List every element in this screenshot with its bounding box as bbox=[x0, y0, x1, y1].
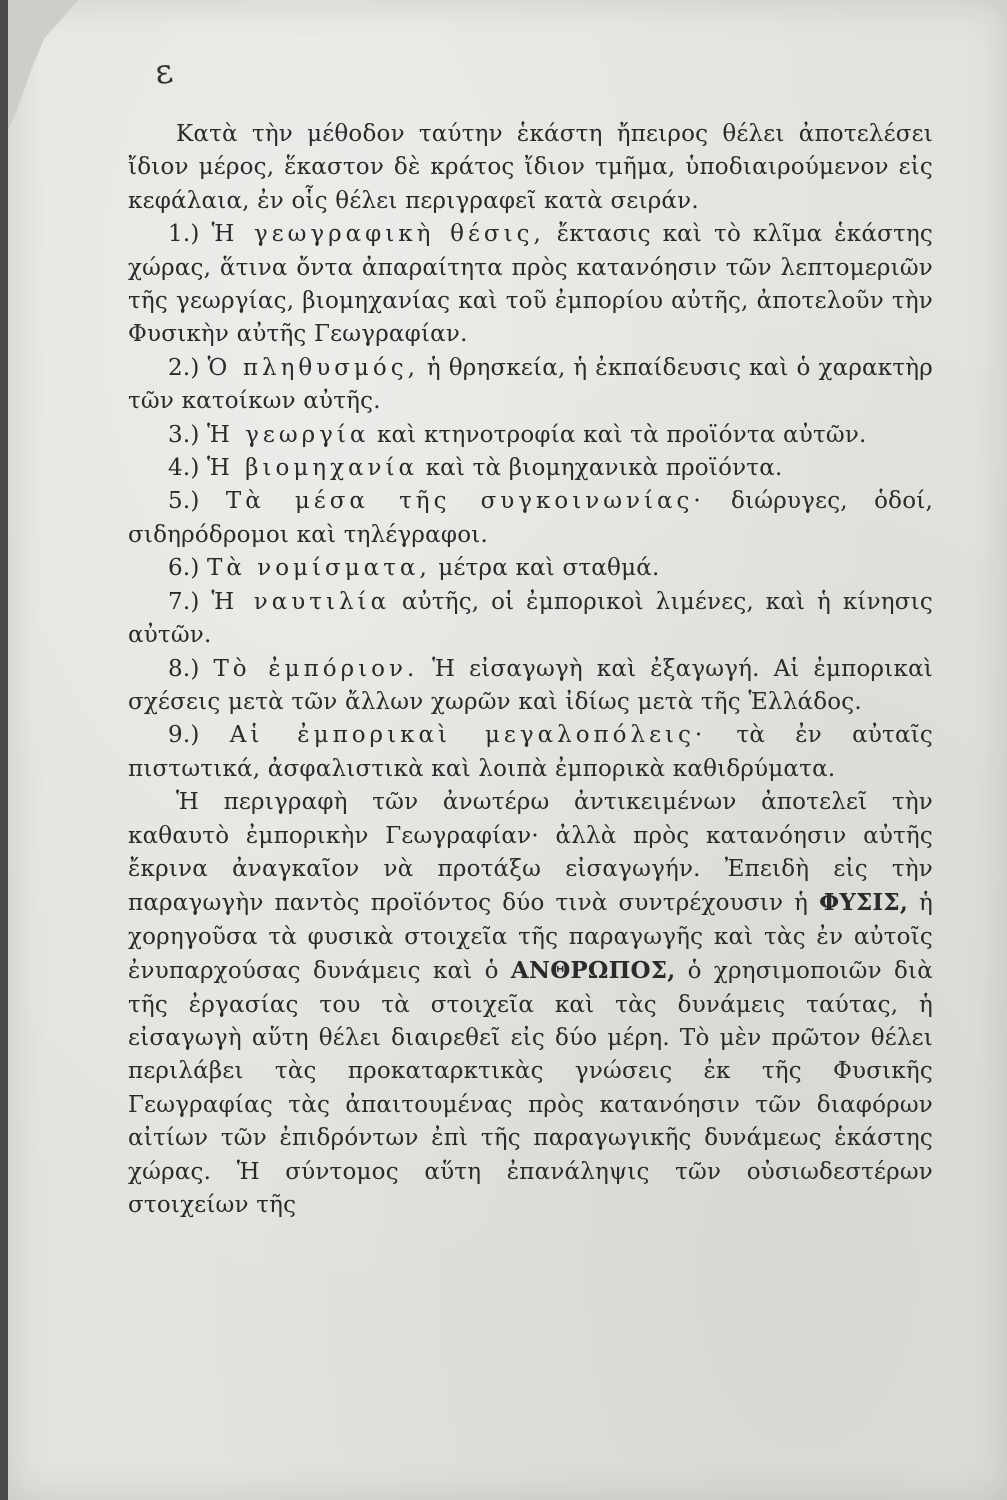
item-lead: Τὸ ἐμπόριον. bbox=[213, 655, 419, 682]
nature-term: ΦΥΣΙΣ, bbox=[819, 889, 909, 917]
closing-paragraph bbox=[128, 786, 933, 1222]
list-item-9 bbox=[128, 719, 933, 786]
item-text: Ἡ εἰσαγωγὴ καὶ ἐξαγωγή. Αἱ ἐμπορικαὶ σχέσεις μετὰ τῶν ἄλλων χωρῶν καὶ ἰδίως μετὰ τῆς Ἑλλάδος. bbox=[128, 655, 934, 715]
item-number: 9.) bbox=[168, 722, 200, 749]
item-number: 3.) bbox=[168, 421, 200, 448]
list-item-4 bbox=[128, 452, 933, 485]
item-lead: Αἱ ἐμπορικαὶ μεγαλοπόλεις· bbox=[229, 722, 707, 749]
item-text: αὐτῆς, οἱ ἐμπορικοὶ λιμένες, καὶ ἡ κίνησις αὐτῶν. bbox=[128, 588, 933, 649]
item-lead: Τὰ νομίσματα, bbox=[207, 555, 431, 582]
intro-paragraph: Κατὰ τὴν μέθοδον ταύτην ἑκάστη ἤπειρος θέλει ἀποτελέσει ἴδιον μέρος, ἕκαστον δὲ κράτος ἴδιον τμῆμα, ὑποδιαιρούμενον εἰς κεφάλαια, ἐν οἷς θέλει περιγραφεῖ κατὰ σειράν. bbox=[128, 121, 933, 214]
list-item-7 bbox=[128, 586, 933, 653]
item-number: 4.) bbox=[168, 455, 200, 482]
list-item-2 bbox=[128, 352, 933, 419]
item-text: ἔκτασις καὶ τὸ κλῖμα ἑκάστης χώρας, ἅτινα ὄντα ἀπαραίτητα πρὸς κατανόησιν τῶν λεπτομεριῶν τῆς γεωργίας, βιομηχανίας καὶ τοῦ ἐμπορίου αὐτῆς, ἀποτελοῦν τὴν Φυσικὴν αὐτῆς Γεωγραφίαν. bbox=[128, 221, 933, 348]
item-text: μέτρα καὶ σταθμά. bbox=[438, 555, 660, 582]
item-lead: Τὰ μέσα τῆς συγκοινωνίας· bbox=[225, 488, 705, 515]
torn-corner bbox=[8, 0, 98, 130]
list-item-6 bbox=[128, 552, 933, 585]
item-text: καὶ τὰ βιομηχανικὰ προϊόντα. bbox=[425, 455, 783, 482]
closing-text-3: ὁ χρησιμοποιῶν διὰ τῆς ἐργασίας του τὰ στοιχεῖα καὶ τὰς δυνάμεις ταύτας, ἡ εἰσαγωγὴ αὕτη θέλει διαιρεθεῖ εἰς δύο μέρη. Τὸ μὲν πρῶτον θέλει περιλάβει τὰς προκαταρκτικὰς γνώσεις ἐκ τῆς Φυσικῆς Γεωγραφίας τὰς ἀπαιτουμένας πρὸς κατανόησιν τῶν διαφόρων αἰτίων τῶν ἐπιδρόντων ἐπὶ τῆς παραγωγικῆς δυνάμεως ἑκάστης χώρας. Ἡ σύντομος αὕτη ἐπανάληψις τῶν οὐσιωδεστέρων στοιχείων τῆς bbox=[128, 958, 933, 1218]
list-item-8 bbox=[128, 653, 933, 720]
list-item-5 bbox=[128, 485, 933, 552]
item-number: 2.) bbox=[168, 354, 200, 381]
closing-text-1: Ἡ περιγραφὴ τῶν ἀνωτέρω ἀντικειμένων ἀποτελεῖ τὴν καθαυτὸ ἐμπορικὴν Γεωγραφίαν· ἀλλὰ πρὸς κατανόησιν αὐτῆς ἔκρινα ἀναγκαῖον νὰ προτάξω εἰσαγωγήν. Ἐπειδὴ εἰς τὴν παραγωγὴν παντὸς προϊόντος δύο τινὰ συντρέχουσιν ἡ bbox=[128, 789, 933, 917]
item-text: τὰ ἐν αὐταῖς πιστωτικά, ἀσφαλιστικὰ καὶ λοιπὰ ἐμπορικὰ καθιδρύματα. bbox=[128, 722, 933, 782]
item-number: 6.) bbox=[168, 555, 200, 582]
item-lead: Ἡ γεωγραφικὴ θέσις, bbox=[211, 221, 545, 248]
closing-text-2: ἡ χορηγοῦσα τὰ φυσικὰ στοιχεῖα τῆς παραγωγῆς καὶ τὰς ἐν αὐτοῖς ἐνυπαρχούσας δυνάμεις καὶ ὁ bbox=[128, 890, 934, 985]
item-lead: Ἡ ναυτιλία bbox=[211, 588, 391, 615]
list-item-3 bbox=[128, 419, 933, 452]
list-item-1 bbox=[128, 218, 933, 352]
item-number: 1.) bbox=[168, 221, 200, 248]
item-number: 7.) bbox=[168, 588, 200, 615]
item-number: 5.) bbox=[168, 488, 200, 515]
item-lead: Ἡ βιομηχανία bbox=[207, 455, 419, 482]
item-lead: Ἡ γεωργία bbox=[207, 421, 370, 448]
item-text: ἡ θρησκεία, ἡ ἐκπαίδευσις καὶ ὁ χαρακτὴρ τῶν κατοίκων αὐτῆς. bbox=[128, 354, 933, 415]
item-text: διώρυγες, ὁδοί, σιδηρόδρομοι καὶ τηλέγραφοι. bbox=[128, 488, 933, 548]
body-text bbox=[128, 118, 933, 1222]
item-text: καὶ κτηνοτροφία καὶ τὰ προϊόντα αὐτῶν. bbox=[376, 421, 867, 448]
item-number: 8.) bbox=[168, 655, 200, 682]
page-number: ε bbox=[152, 50, 176, 94]
document-page bbox=[8, 0, 1007, 1500]
man-term: ΑΝΘΡΩΠΟΣ, bbox=[510, 957, 676, 985]
item-lead: Ὁ πληθυσμός, bbox=[207, 354, 419, 381]
